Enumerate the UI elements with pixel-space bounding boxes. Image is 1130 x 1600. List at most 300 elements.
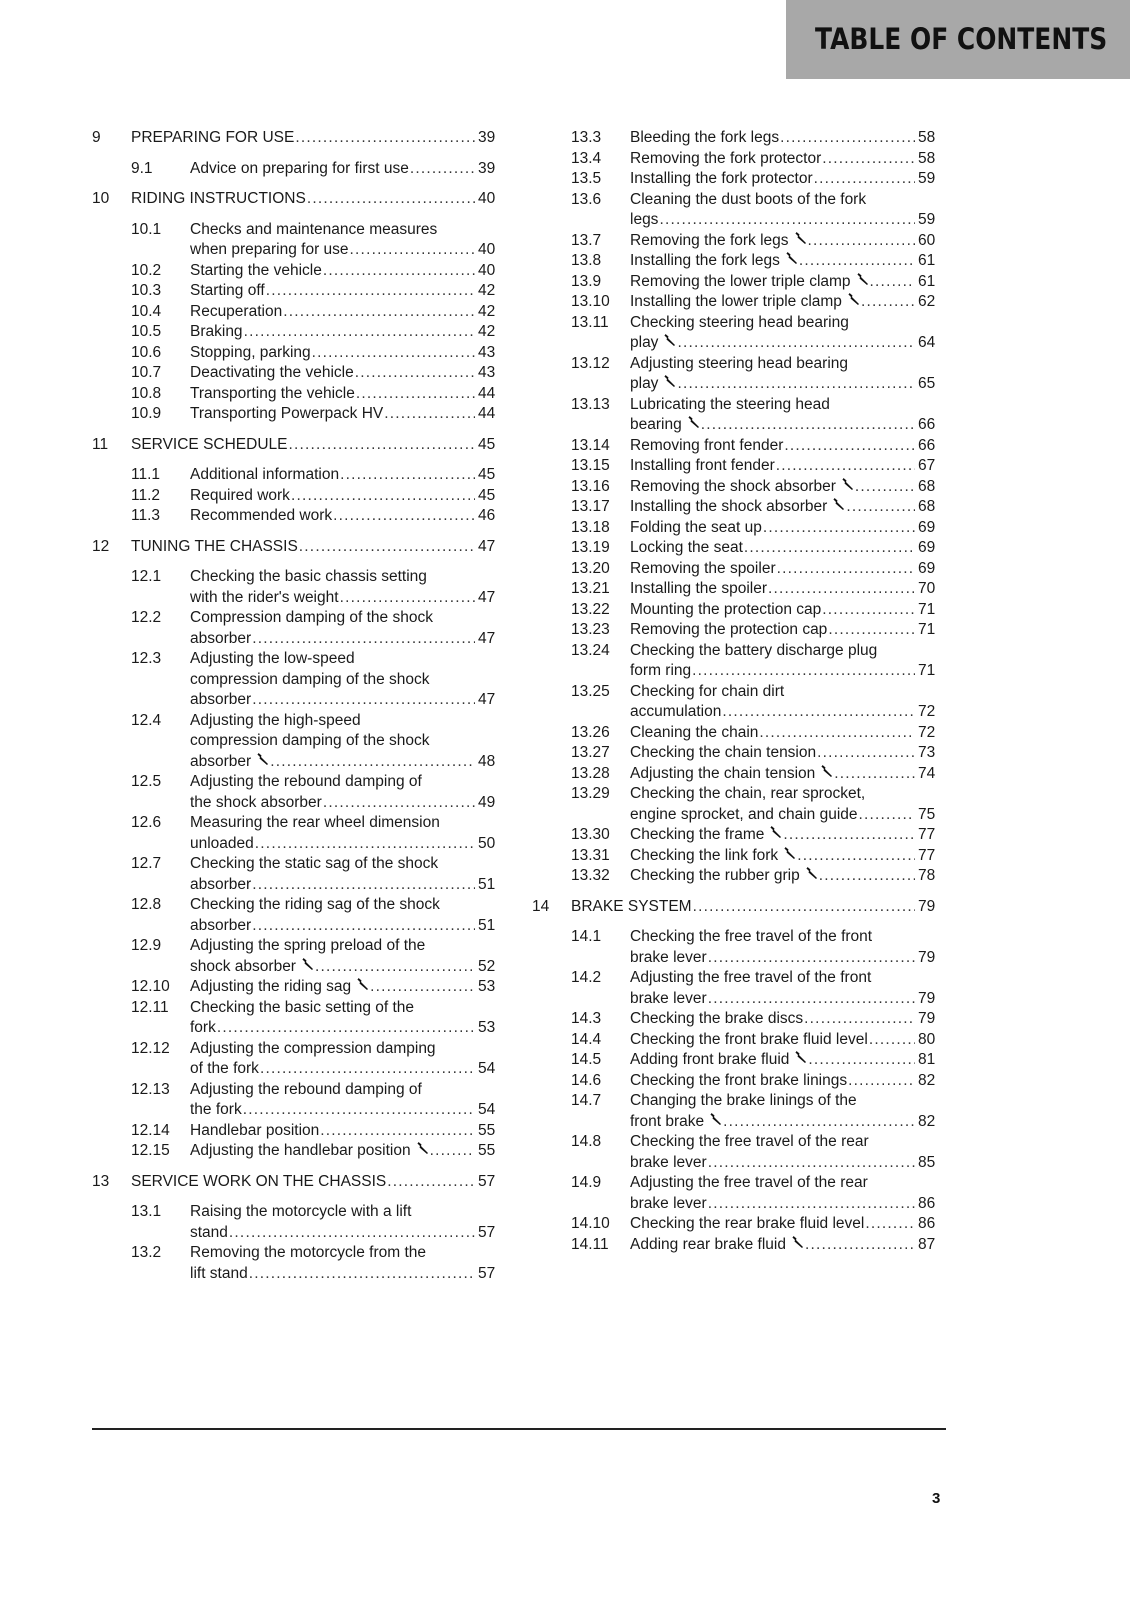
entry-page-number: 53: [478, 978, 496, 995]
toc-section-entry[interactable]: [532, 846, 944, 867]
toc-section-entry[interactable]: [532, 620, 944, 641]
entry-number: 12.1: [131, 568, 162, 585]
dot-leader: [410, 159, 475, 180]
entry-number: 14.5: [571, 1051, 602, 1068]
entry-page-number: 54: [478, 1060, 496, 1077]
toc-section-entry[interactable]: [92, 711, 504, 773]
toc-section-entry[interactable]: [532, 764, 944, 785]
entry-title: Checking the front brake linings: [630, 1071, 848, 1089]
entry-title: Checking the basic setting of the: [190, 998, 415, 1016]
entry-title: absorber: [190, 691, 252, 708]
toc-section-entry[interactable]: [532, 600, 944, 621]
entry-number: 11.2: [131, 486, 161, 504]
entry-number: 11: [92, 435, 109, 453]
toc-section-entry[interactable]: [92, 1202, 504, 1243]
entry-title: Removing the shock absorber: [630, 477, 836, 495]
dot-leader: [252, 629, 475, 650]
wrench-icon: [846, 292, 860, 313]
toc-section-entry[interactable]: [92, 1141, 504, 1162]
entry-page-number: 71: [918, 621, 936, 638]
toc-chapter-entry[interactable]: [532, 897, 944, 918]
entry-title: Mounting the protection cap: [630, 600, 822, 618]
toc-section-entry[interactable]: [532, 1050, 944, 1071]
toc-section-entry[interactable]: [532, 354, 944, 395]
dot-leader: [744, 538, 915, 559]
wrench-icon: [415, 1141, 429, 1162]
dot-leader: [777, 559, 915, 580]
entry-title: lift stand: [190, 1264, 248, 1282]
toc-section-entry[interactable]: [532, 231, 944, 252]
entry-page-number: 45: [478, 435, 496, 453]
toc-section-entry[interactable]: [92, 998, 504, 1039]
entry-number: 13.12: [571, 354, 610, 372]
entry-number: 9.1: [131, 159, 153, 177]
entry-title: Required work: [190, 486, 290, 504]
entry-number: 10.9: [131, 405, 162, 422]
toc-section-entry[interactable]: [532, 190, 944, 231]
entry-title: Checks and maintenance measures: [190, 220, 438, 238]
entry-number: 14.4: [571, 1030, 602, 1048]
entry-number: 12.15: [131, 1142, 170, 1159]
entry-title: Installing the lower triple clamp: [630, 293, 842, 310]
entry-page-number: 69: [918, 539, 936, 556]
dot-leader: [333, 506, 475, 527]
entry-page-number: 53: [478, 1019, 496, 1036]
entry-number: 9: [92, 129, 101, 146]
toc-section-entry[interactable]: [92, 363, 504, 384]
wrench-icon: [840, 477, 854, 498]
entry-number: 13.20: [571, 559, 610, 577]
entry-page-number: 85: [918, 1153, 936, 1171]
wrench-icon: [662, 374, 676, 395]
entry-title: Recuperation: [190, 302, 283, 320]
entry-title: Removing the spoiler: [630, 559, 776, 577]
toc-section-entry[interactable]: [92, 813, 504, 854]
toc-section-entry[interactable]: [532, 169, 944, 190]
toc-section-entry[interactable]: [92, 1243, 504, 1284]
entry-page-number: 43: [478, 364, 496, 381]
entry-page-number: 50: [478, 834, 496, 852]
entry-title: Removing front fender: [630, 436, 784, 454]
entry-page-number: 48: [478, 752, 496, 770]
entry-page-number: 66: [918, 416, 936, 433]
entry-page-number: 79: [918, 1010, 936, 1027]
wrench-icon: [708, 1112, 722, 1133]
entry-title: Checking steering head bearing: [630, 313, 849, 331]
entry-page-number: 57: [478, 1172, 496, 1190]
dot-leader: [387, 1172, 475, 1193]
toc-section-entry[interactable]: [532, 477, 944, 498]
entry-page-number: 55: [478, 1142, 496, 1159]
toc-section-entry[interactable]: [532, 1132, 944, 1173]
entry-title: Compression damping of the shock: [190, 609, 433, 626]
entry-title: BRAKE SYSTEM: [571, 897, 692, 915]
toc-section-entry[interactable]: [532, 251, 944, 272]
entry-title: Cleaning the dust boots of the fork: [630, 190, 867, 208]
toc-section-entry[interactable]: [92, 1121, 504, 1142]
entry-number: 10.4: [131, 302, 162, 320]
toc-section-entry[interactable]: [92, 936, 504, 977]
toc-section-entry[interactable]: [92, 465, 504, 486]
wrench-icon: [790, 1235, 804, 1256]
entry-number: 14.2: [571, 969, 602, 986]
entry-title: Locking the seat: [630, 539, 743, 556]
toc-section-entry[interactable]: [92, 404, 504, 425]
entry-page-number: 47: [478, 629, 496, 647]
entry-title: Starting the vehicle: [190, 261, 322, 279]
dot-leader: [819, 866, 915, 887]
dot-leader: [804, 1009, 915, 1030]
toc-section-entry[interactable]: [532, 723, 944, 744]
entry-title: Checking the basic chassis setting: [190, 568, 427, 585]
entry-number: 13.27: [571, 744, 610, 761]
toc-section-entry[interactable]: [532, 1214, 944, 1235]
entry-title: Checking the static sag of the shock: [190, 855, 439, 872]
toc-section-entry[interactable]: [532, 436, 944, 457]
entry-title: RIDING INSTRUCTIONS: [131, 190, 306, 207]
entry-number: 13.4: [571, 149, 602, 167]
entry-title: Adjusting steering head bearing: [630, 354, 849, 372]
entry-title: brake lever: [630, 989, 707, 1007]
toc-section-entry[interactable]: [532, 149, 944, 170]
dot-leader: [249, 1264, 475, 1285]
entry-page-number: 49: [478, 793, 496, 811]
toc-section-entry[interactable]: [532, 784, 944, 825]
entry-number: 12.8: [131, 896, 162, 913]
entry-title: Checking the free travel of the rear: [630, 1133, 869, 1150]
entry-page-number: 40: [478, 190, 496, 207]
dot-leader: [299, 537, 475, 558]
toc-section-entry[interactable]: [92, 608, 504, 649]
entry-page-number: 86: [918, 1215, 936, 1232]
dot-leader: [340, 588, 475, 609]
entry-page-number: 52: [478, 957, 496, 975]
entry-title: Braking: [190, 323, 243, 340]
entry-title: stand: [190, 1223, 228, 1241]
entry-page-number: 87: [918, 1235, 936, 1253]
toc-section-entry[interactable]: [532, 292, 944, 313]
entry-number: 14.8: [571, 1133, 602, 1150]
entry-title: Cleaning the chain: [630, 723, 759, 741]
toc-chapter-entry[interactable]: [92, 537, 504, 558]
toc-section-entry[interactable]: [532, 313, 944, 354]
entry-number: 13.22: [571, 600, 610, 618]
toc-section-entry[interactable]: [532, 559, 944, 580]
toc-section-entry[interactable]: [532, 538, 944, 559]
toc-section-entry[interactable]: [92, 772, 504, 813]
entry-number: 14.10: [571, 1215, 610, 1232]
entry-page-number: 55: [478, 1121, 496, 1139]
dot-leader: [252, 875, 475, 896]
dot-leader: [384, 404, 475, 425]
toc-section-entry[interactable]: [532, 497, 944, 518]
entry-number: 13.15: [571, 457, 610, 474]
entry-title: Recommended work: [190, 507, 333, 524]
entry-number: 14.9: [571, 1174, 602, 1191]
entry-number: 13.30: [571, 826, 610, 843]
entry-page-number: 79: [918, 897, 936, 915]
entry-title: Adjusting the handlebar position: [190, 1142, 411, 1159]
toc-section-entry[interactable]: [92, 281, 504, 302]
dot-leader: [430, 1141, 475, 1162]
entry-title: the shock absorber: [190, 793, 322, 811]
entry-title: Checking the front brake fluid level: [630, 1030, 868, 1048]
entry-number: 14.11: [571, 1235, 609, 1253]
entry-title: Adjusting the free travel of the rear: [630, 1174, 868, 1191]
entry-page-number: 69: [918, 559, 936, 577]
entry-page-number: 66: [918, 436, 936, 454]
entry-number: 12.13: [131, 1080, 170, 1098]
toc-section-entry[interactable]: [92, 1080, 504, 1121]
entry-page-number: 65: [918, 375, 936, 392]
entry-page-number: 47: [478, 537, 496, 555]
entry-title: when preparing for use: [190, 241, 349, 258]
entry-number: 13.10: [571, 293, 610, 310]
entry-title: compression damping of the shock: [190, 732, 430, 749]
toc-section-entry[interactable]: [92, 159, 504, 180]
entry-title: Transporting Powerpack HV: [190, 405, 384, 422]
dot-leader: [722, 702, 915, 723]
entry-page-number: 51: [478, 875, 496, 893]
entry-title: Installing the shock absorber: [630, 498, 828, 515]
entry-number: 12.7: [131, 855, 162, 872]
entry-page-number: 69: [918, 518, 936, 536]
entry-number: 14.6: [571, 1071, 602, 1089]
dot-leader: [780, 128, 915, 149]
toc-chapter-entry[interactable]: [92, 1172, 504, 1193]
toc-section-entry[interactable]: [532, 456, 944, 477]
toc-section-entry[interactable]: [532, 579, 944, 600]
toc-section-entry[interactable]: [92, 220, 504, 261]
toc-section-entry[interactable]: [532, 1235, 944, 1256]
dot-leader: [355, 363, 475, 384]
entry-page-number: 70: [918, 580, 936, 597]
dot-leader: [323, 261, 475, 282]
entry-title: of the fork: [190, 1060, 259, 1077]
entry-number: 13.6: [571, 190, 602, 208]
entry-title: front brake: [630, 1112, 705, 1130]
entry-page-number: 42: [478, 302, 496, 320]
entry-title: Installing the spoiler: [630, 580, 767, 597]
entry-number: 13.19: [571, 539, 610, 556]
entry-title: Raising the motorcycle with a lift: [190, 1203, 412, 1220]
entry-number: 10.6: [131, 343, 162, 361]
entry-number: 10.7: [131, 364, 162, 381]
entry-page-number: 57: [478, 1264, 496, 1282]
entry-page-number: 71: [918, 662, 936, 679]
entry-page-number: 47: [478, 588, 496, 606]
dot-leader: [340, 465, 475, 486]
entry-page-number: 61: [918, 252, 936, 269]
toc-section-entry[interactable]: [92, 261, 504, 282]
entry-page-number: 80: [918, 1030, 936, 1048]
toc-section-entry[interactable]: [532, 743, 944, 764]
entry-number: 13.25: [571, 682, 610, 700]
entry-number: 13.9: [571, 272, 602, 290]
entry-title: Installing the fork protector: [630, 170, 813, 187]
entry-page-number: 77: [918, 846, 936, 864]
dot-leader: [784, 436, 915, 457]
toc-section-entry[interactable]: [532, 1030, 944, 1051]
dot-leader: [350, 240, 475, 261]
toc-section-entry[interactable]: [532, 1071, 944, 1092]
toc-section-entry[interactable]: [92, 322, 504, 343]
entry-title: accumulation: [630, 703, 722, 720]
entry-number: 13.11: [571, 313, 609, 331]
entry-page-number: 72: [918, 723, 936, 741]
wrench-icon: [662, 333, 676, 354]
dot-leader: [869, 1030, 915, 1051]
entry-page-number: 68: [918, 477, 936, 495]
entry-number: 12.12: [131, 1039, 170, 1057]
dot-leader: [768, 579, 915, 600]
toc-section-entry[interactable]: [92, 567, 504, 608]
toc-section-entry[interactable]: [532, 1173, 944, 1214]
entry-title: Checking the brake discs: [630, 1010, 804, 1027]
dot-leader: [701, 415, 915, 436]
entry-number: 12.11: [131, 998, 169, 1016]
dot-leader: [783, 825, 915, 846]
entry-number: 13.32: [571, 867, 610, 884]
entry-number: 13.31: [571, 846, 610, 864]
toc-section-entry[interactable]: [92, 506, 504, 527]
entry-title: Checking for chain dirt: [630, 682, 785, 700]
entry-number: 14.7: [571, 1092, 602, 1109]
toc-chapter-entry[interactable]: [92, 189, 504, 210]
dot-leader: [255, 834, 475, 855]
entry-title: Removing the motorcycle from the: [190, 1244, 427, 1261]
entry-page-number: 75: [918, 805, 936, 823]
entry-number: 12.10: [131, 978, 170, 995]
dot-leader: [846, 497, 915, 518]
toc-section-entry[interactable]: [92, 302, 504, 323]
toc-section-entry[interactable]: [92, 384, 504, 405]
entry-number: 13.17: [571, 498, 610, 515]
wrench-icon: [768, 825, 782, 846]
dot-leader: [244, 322, 475, 343]
entry-title: Changing the brake linings of the: [630, 1092, 857, 1109]
entry-number: 14: [532, 897, 550, 915]
toc-section-entry[interactable]: [92, 343, 504, 364]
entry-number: 14.1: [571, 928, 602, 945]
entry-title: Adjusting the low-speed: [190, 650, 355, 667]
toc-section-entry[interactable]: [532, 395, 944, 436]
entry-page-number: 79: [918, 948, 936, 966]
entry-page-number: 59: [918, 170, 936, 187]
entry-title: Adjusting the rebound damping of: [190, 1080, 422, 1098]
toc-section-entry[interactable]: [92, 895, 504, 936]
toc-section-entry[interactable]: [532, 518, 944, 539]
dot-leader: [808, 231, 915, 252]
entry-title: Measuring the rear wheel dimension: [190, 814, 440, 831]
dot-leader: [677, 333, 915, 354]
entry-number: 11.3: [131, 507, 161, 524]
entry-title: Removing the fork protector: [630, 149, 822, 167]
toc-chapter-entry[interactable]: [92, 435, 504, 456]
entry-page-number: 82: [918, 1071, 936, 1089]
entry-page-number: 68: [918, 498, 936, 515]
entry-number: 13.5: [571, 170, 602, 187]
entry-page-number: 43: [478, 343, 496, 361]
entry-page-number: 64: [918, 334, 936, 351]
entry-title: Adjusting the chain tension: [630, 764, 816, 782]
entry-page-number: 72: [918, 703, 936, 720]
entry-title: Stopping, parking: [190, 343, 311, 361]
toc-section-entry[interactable]: [532, 641, 944, 682]
toc-chapter-entry[interactable]: [92, 128, 504, 149]
wrench-icon: [355, 977, 369, 998]
entry-number: 12.9: [131, 937, 162, 954]
dot-leader: [865, 1214, 915, 1235]
entry-page-number: 39: [478, 129, 496, 146]
entry-number: 13.21: [571, 580, 610, 597]
entry-page-number: 73: [918, 744, 936, 761]
dot-leader: [834, 764, 915, 785]
toc-section-entry[interactable]: [92, 1039, 504, 1080]
entry-title: Checking the chain, rear sprocket,: [630, 785, 866, 802]
dot-leader: [855, 477, 915, 498]
entry-title: Bleeding the fork legs: [630, 129, 780, 146]
toc-section-entry[interactable]: [532, 128, 944, 149]
dot-leader: [283, 302, 475, 323]
toc-section-entry[interactable]: [532, 968, 944, 1009]
entry-title: Checking the chain tension: [630, 744, 817, 761]
entry-title: Adjusting the compression damping: [190, 1039, 436, 1057]
dot-leader: [243, 1100, 475, 1121]
dot-leader: [759, 723, 915, 744]
toc-section-entry[interactable]: [532, 1009, 944, 1030]
entry-number: 13.26: [571, 723, 610, 741]
dot-leader: [252, 916, 475, 937]
dot-leader: [805, 1235, 915, 1256]
entry-number: 13.7: [571, 231, 602, 249]
toc-left-column: [92, 128, 504, 1284]
entry-page-number: 57: [478, 1223, 496, 1241]
entry-title: shock absorber: [190, 957, 296, 975]
toc-section-entry[interactable]: [532, 927, 944, 968]
entry-title: form ring: [630, 662, 692, 679]
toc-section-entry[interactable]: [92, 854, 504, 895]
dot-leader: [288, 435, 475, 456]
entry-title: bearing: [630, 416, 682, 433]
toc-section-entry[interactable]: [532, 272, 944, 293]
dot-leader: [861, 292, 915, 313]
entry-title: absorber: [190, 916, 252, 934]
toc-section-entry[interactable]: [92, 977, 504, 998]
dot-leader: [848, 1071, 915, 1092]
toc-section-entry[interactable]: [92, 649, 504, 711]
entry-number: 13.24: [571, 641, 610, 659]
dot-leader: [859, 805, 916, 826]
toc-section-entry[interactable]: [532, 682, 944, 723]
toc-section-entry[interactable]: [532, 825, 944, 846]
entry-page-number: 44: [478, 405, 496, 422]
dot-leader: [708, 1153, 915, 1174]
entry-number: 13.14: [571, 436, 610, 454]
wrench-icon: [804, 866, 818, 887]
entry-title: Additional information: [190, 466, 340, 483]
entry-title: Adjusting the spring preload of the: [190, 937, 426, 954]
wrench-icon: [819, 764, 833, 785]
dot-leader: [776, 456, 915, 477]
wrench-icon: [686, 415, 700, 436]
entry-number: 12.6: [131, 814, 162, 831]
toc-section-entry[interactable]: [92, 486, 504, 507]
entry-number: 10.2: [131, 261, 162, 279]
toc-section-entry[interactable]: [532, 866, 944, 887]
toc-section-entry[interactable]: [532, 1091, 944, 1132]
entry-number: 12.14: [131, 1121, 170, 1139]
